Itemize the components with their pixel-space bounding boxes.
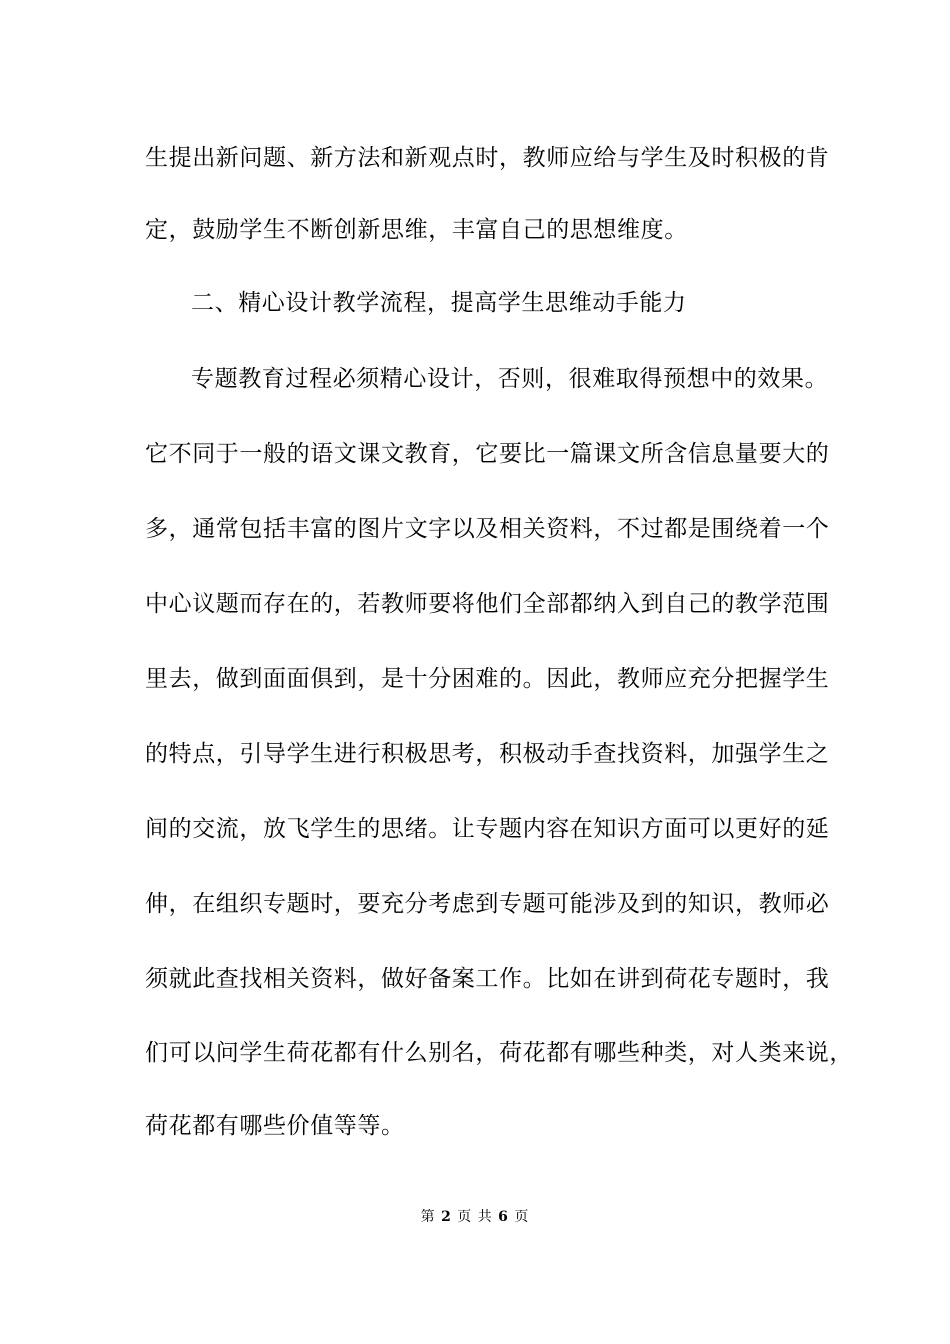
text-line: 中心议题而存在的，若教师要将他们全部都纳入到自己的教学范围: [145, 591, 830, 617]
text-line: 定，鼓励学生不断创新思维，丰富自己的思想维度。: [145, 217, 688, 243]
footer-page-number: 2: [441, 1209, 452, 1225]
text-line: 专题教育过程必须精心设计，否则，很难取得预想中的效果。: [191, 366, 829, 392]
page-footer: [0, 1208, 950, 1226]
text-line: 荷花都有哪些价值等等。: [145, 1113, 405, 1139]
text-line: 它不同于一般的语文课文教育，它要比一篇课文所含信息量要大的: [145, 441, 830, 467]
footer-suffix: 页: [514, 1209, 530, 1225]
footer-middle: 页 共: [457, 1209, 493, 1225]
footer-prefix: 第: [420, 1209, 436, 1225]
text-line: 里去，做到面面俱到，是十分困难的。因此，教师应充分把握学生: [145, 666, 830, 692]
text-line: 的特点，引导学生进行积极思考，积极动手查找资料，加强学生之: [145, 741, 830, 767]
text-line: 须就此查找相关资料，做好备案工作。比如在讲到荷花专题时，我: [145, 966, 830, 992]
text-line: 多，通常包括丰富的图片文字以及相关资料，不过都是围绕着一个: [145, 516, 830, 542]
footer-total-pages: 6: [498, 1209, 509, 1225]
text-line: 间的交流，放飞学生的思绪。让专题内容在知识方面可以更好的延: [145, 816, 830, 842]
text-line: 生提出新问题、新方法和新观点时，教师应给与学生及时积极的肯: [145, 145, 830, 171]
text-line: 伸，在组织专题时，要充分考虑到专题可能涉及到的知识，教师必: [145, 891, 830, 917]
text-line: 们可以问学生荷花都有什么别名，荷花都有哪些种类，对人类来说，: [145, 1040, 853, 1066]
section-heading: 二、精心设计教学流程，提高学生思维动手能力: [191, 290, 687, 316]
